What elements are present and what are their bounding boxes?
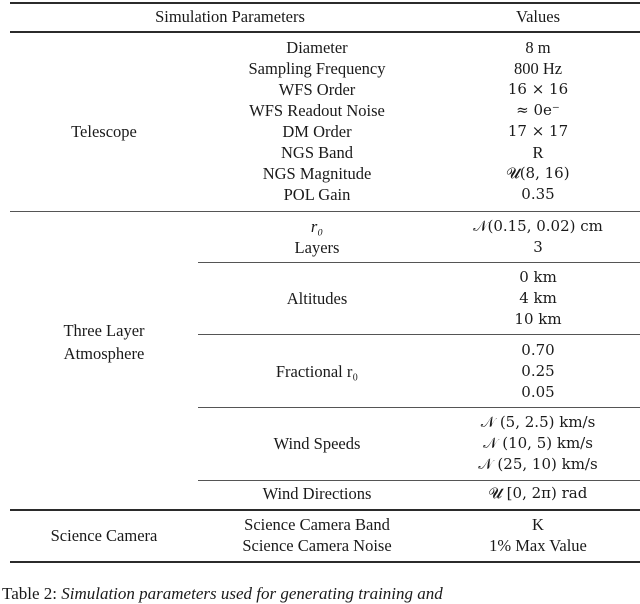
- param-layers: Layers: [294, 238, 340, 257]
- value-fractional-3: 0.05: [521, 383, 555, 401]
- param-wfs-order: WFS Order: [278, 80, 356, 99]
- altitudes-bottom-rule: [198, 334, 640, 335]
- header-rule: [10, 31, 640, 33]
- value-sampling-frequency: 800 Hz: [513, 59, 563, 78]
- param-wind-speeds: Wind Speeds: [273, 434, 361, 453]
- atmosphere-bottom-rule: [10, 509, 640, 511]
- param-wind-directions: Wind Directions: [262, 484, 372, 503]
- windspeeds-bottom-rule: [198, 480, 640, 481]
- bottom-rule: [10, 561, 640, 563]
- layers-bottom-rule: [198, 262, 640, 263]
- param-science-camera-noise: Science Camera Noise: [242, 536, 392, 555]
- param-altitudes: Altitudes: [286, 289, 348, 308]
- group-atmosphere-line1: Three Layer: [63, 321, 145, 340]
- caption-label: Table 2:: [2, 584, 57, 603]
- value-wfs-readout-noise: ≈ 0e⁻: [516, 101, 560, 119]
- value-wind-speed-1: 𝒩 (5, 2.5) km/s: [480, 413, 596, 431]
- value-altitude-1: 0 km: [519, 268, 557, 286]
- param-sampling-frequency: Sampling Frequency: [248, 59, 386, 78]
- value-wfs-order: 16 × 16: [507, 80, 569, 98]
- value-fractional-1: 0.70: [521, 341, 555, 359]
- value-altitude-2: 4 km: [519, 289, 557, 307]
- param-diameter: Diameter: [286, 38, 348, 57]
- param-ngs-magnitude: NGS Magnitude: [262, 164, 372, 183]
- value-dm-order: 17 × 17: [507, 122, 569, 140]
- fractional-bottom-rule: [198, 407, 640, 408]
- value-diameter: 8 m: [525, 38, 551, 57]
- value-wind-speed-2: 𝒩 (10, 5) km/s: [483, 434, 593, 452]
- value-wind-directions: 𝓤 [0, 2π) rad: [488, 484, 588, 502]
- header-parameters: Simulation Parameters: [155, 7, 305, 26]
- value-pol-gain: 0.35: [521, 185, 555, 203]
- group-atmosphere-line2: Atmosphere: [63, 344, 145, 363]
- value-fractional-2: 0.25: [521, 362, 555, 380]
- top-rule: [10, 2, 640, 4]
- header-values: Values: [516, 7, 560, 26]
- table-caption: [2, 584, 443, 604]
- param-pol-gain: POL Gain: [283, 185, 351, 204]
- group-telescope: Telescope: [71, 122, 137, 141]
- param-dm-order: DM Order: [282, 122, 352, 141]
- param-science-camera-band: Science Camera Band: [244, 515, 390, 534]
- param-fractional-r0: Fractional r₀: [275, 362, 359, 381]
- param-ngs-band: NGS Band: [281, 143, 353, 162]
- value-layers: 3: [533, 238, 543, 256]
- param-r0: r₀: [310, 217, 324, 236]
- group-science-camera: Science Camera: [50, 526, 158, 545]
- value-science-camera-band: K: [532, 515, 544, 534]
- telescope-bottom-rule: [10, 211, 640, 212]
- value-ngs-band: R: [532, 143, 544, 162]
- value-altitude-3: 10 km: [514, 310, 562, 328]
- param-wfs-readout-noise: WFS Readout Noise: [249, 101, 385, 120]
- value-r0: 𝒩(0.15, 0.02) cm: [473, 217, 603, 235]
- value-ngs-magnitude: 𝓤(8, 16): [506, 164, 570, 182]
- value-science-camera-noise: 1% Max Value: [489, 536, 587, 555]
- value-wind-speed-3: 𝒩 (25, 10) km/s: [478, 455, 598, 473]
- caption-text: Simulation parameters used for generating training and: [61, 584, 443, 603]
